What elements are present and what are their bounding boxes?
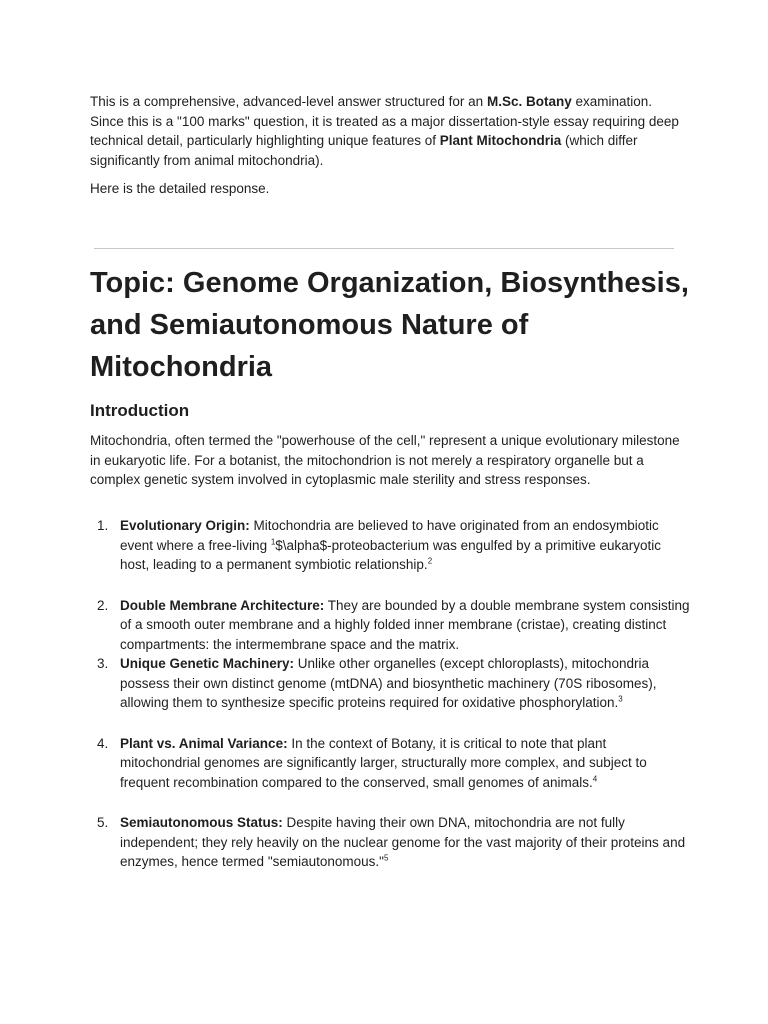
- list-item: [90, 516, 690, 575]
- horizontal-divider: [94, 248, 674, 249]
- intro-bold-topic: Plant Mitochondria: [439, 133, 562, 148]
- list-item-number: 1.: [97, 518, 109, 533]
- intro-text: examination. Since this is a "100 marks" question, it is treated as a major dissertation-style essay requiring deep technical detail, particularly highlighting unique features of: [90, 94, 679, 148]
- list-item: [90, 734, 690, 793]
- list-item-term: Double Membrane Architecture:: [120, 597, 325, 613]
- list-item-term: Unique Genetic Machinery:: [120, 656, 295, 671]
- list-item: [90, 813, 690, 872]
- list-item-text: $\alpha$-proteobacterium was engulfed by a primitive eukaryotic host, leading to a permanent symbiotic relationship.: [120, 537, 661, 572]
- list-item-number: 4.: [97, 735, 109, 751]
- list-item-number: 2.: [97, 597, 109, 613]
- footnote-marker: 1: [270, 537, 276, 546]
- footnote-marker: 3: [618, 694, 623, 704]
- list-item-text: They are bounded by a double membrane system consisting of a smooth outer membrane and a highly folded inner membrane (cristae), creating distinct compartments: the intermembrane space and the matrix.: [120, 597, 690, 652]
- list-item-term: Semiautonomous Status:: [120, 815, 283, 830]
- list-item-number: 5.: [97, 815, 109, 830]
- section-body: [90, 431, 680, 490]
- list-item-number: 3.: [97, 656, 109, 671]
- intro-paragraph: [90, 92, 680, 170]
- numbered-list: [90, 516, 690, 872]
- footnote-marker: 5: [383, 853, 389, 863]
- section-heading: Introduction: [90, 401, 190, 420]
- list-item-text: Unlike other organelles (except chloroplasts), mitochondria possess their own distinct genome (mtDNA) and biosynthetic machinery (70S ribosomes), allowing them to synthesize specific proteins required for oxidative phosphorylation.: [120, 656, 657, 710]
- list-item-text: Mitochondria are believed to have originated from an endosymbiotic event where a free-living: [120, 518, 659, 553]
- footnote-marker: 4: [592, 774, 598, 783]
- intro-block: [90, 92, 680, 199]
- topic-title: Topic: Genome Organization, Biosynthesis, and Semiautonomous Nature of Mitochondria: [90, 267, 689, 383]
- footnote-marker: 2: [427, 556, 433, 566]
- list-item-term: Evolutionary Origin:: [120, 518, 250, 533]
- intro-paragraph-2: Here is the detailed response.: [90, 181, 270, 196]
- intro-text: This is a comprehensive, advanced-level answer structured for an: [90, 94, 487, 109]
- list-item-text: Despite having their own DNA, mitochondria are not fully independent; they rely heavily on the nuclear genome for the vast majority of their proteins and enzymes, hence termed "semiautonomous.": [120, 815, 686, 869]
- intro-text: (which differ significantly from animal mitochondria).: [90, 133, 638, 168]
- list-item-text: In the context of Botany, it is critical to note that plant mitochondrial genomes are significantly larger, structurally more complex, and subject to frequent recombination compared to the conserved, small genomes of animals.: [120, 735, 647, 790]
- list-item: [90, 654, 690, 713]
- section-body-text: Mitochondria, often termed the "powerhouse of the cell," represent a unique evolutionary milestone in eukaryotic life. For a botanist, the mitochondrion is not merely a respiratory organelle but a complex genetic system involved in cytoplasmic male sterility and stress responses.: [90, 433, 680, 487]
- list-item: [90, 596, 690, 655]
- intro-bold-course: M.Sc. Botany: [486, 94, 572, 109]
- list-item-term: Plant vs. Animal Variance:: [120, 735, 288, 751]
